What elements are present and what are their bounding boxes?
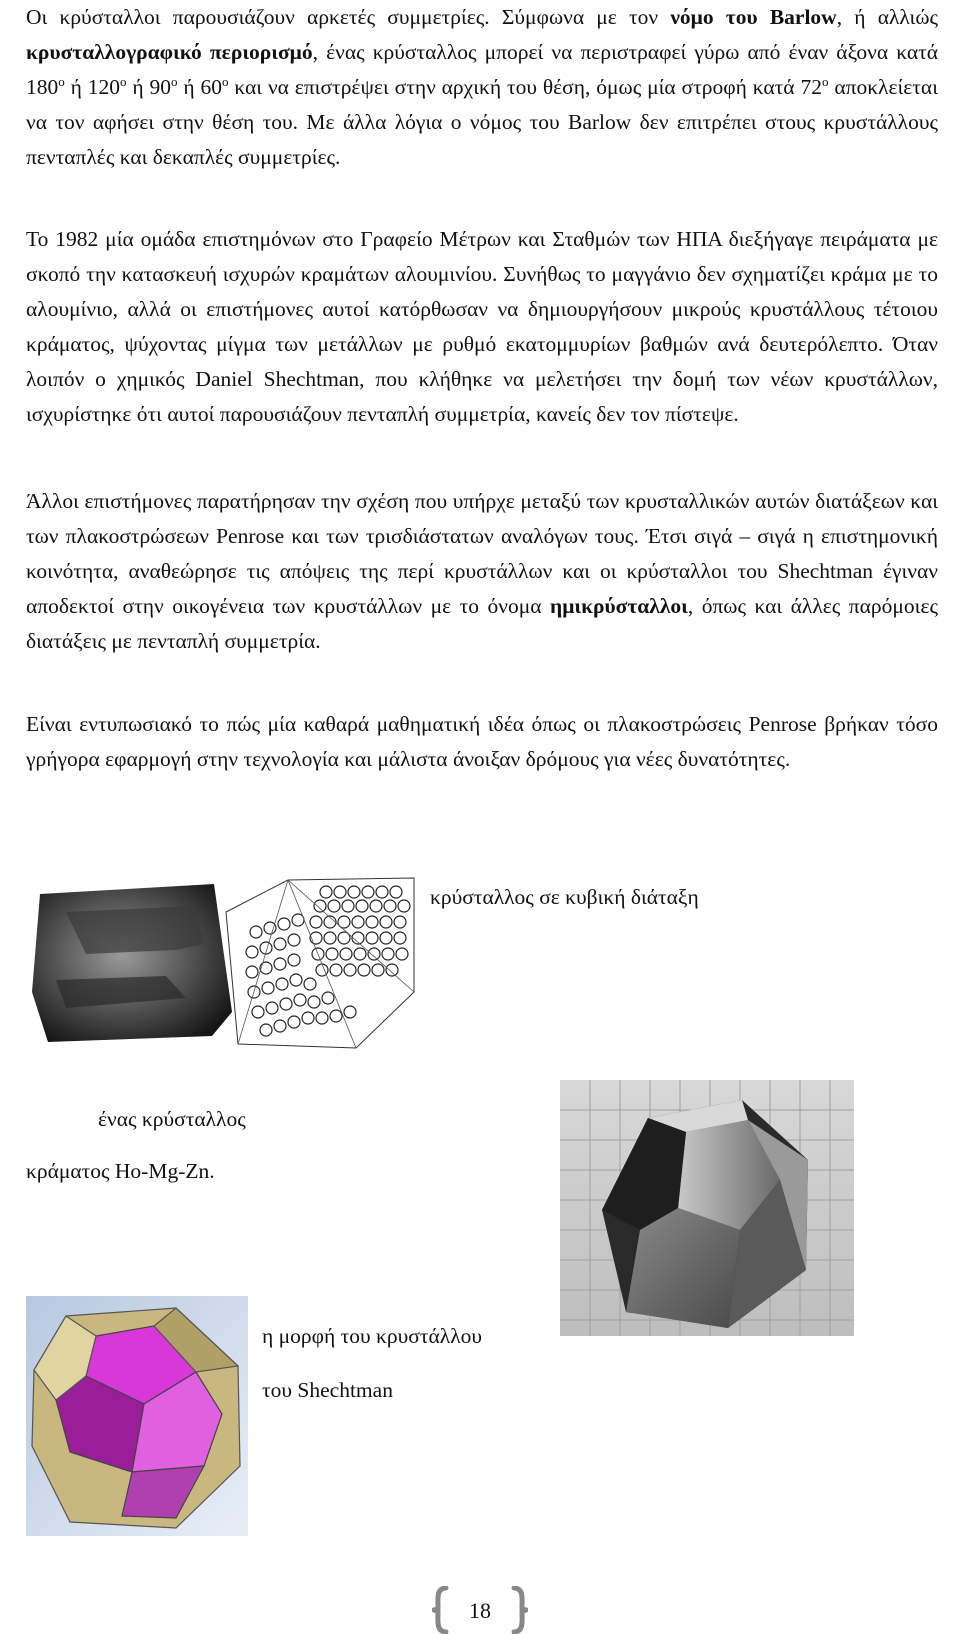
text-run: αποκλείεται να τον αφήσει στην θέση του. Με άλλα λόγια ο νόμος του Barlow δεν επιτρέπει στους κρυστάλλους πενταπλές και δεκαπλές συμμετρίες. bbox=[26, 75, 938, 169]
degree-sup: ο bbox=[222, 73, 229, 89]
bold-term-barlow-law: νόμο του Barlow bbox=[670, 5, 837, 29]
text-run: Οι κρύσταλλοι παρουσιάζουν αρκετές συμμετρίες. Σύμφωνα με τον bbox=[26, 5, 671, 29]
text-run: Άλλοι επιστήμονες παρατήρησαν την σχέση που υπήρχε μεταξύ των κρυσταλλικών αυτών διατάξεων και των πλακοστρώσεων Penrose και των τρισδιάστατων αναλόγων τους. Έτσι σιγά – σιγά η επιστημονική κοινότητα, αναθεώρησε τις απόψεις της περί κρυστάλλων και οι κρύσταλλοι του Shechtman έγιναν αποδεκτοί στην οικογένεια των κρυστάλλων με το όνομα bbox=[26, 489, 938, 618]
ho-mg-zn-crystal-photo bbox=[560, 1080, 854, 1336]
text-run: ή 60 bbox=[177, 75, 222, 99]
degree-sup: ο bbox=[171, 73, 178, 89]
text-run: ή 90 bbox=[126, 75, 171, 99]
text-run: και να επιστρέψει στην αρχική του θέση, όμως μία στροφή κατά 72 bbox=[228, 75, 822, 99]
paragraph-penrose-impact: Είναι εντυπωσιακό το πώς μία καθαρά μαθηματική ιδέα όπως οι πλακοστρώσεις Penrose βρήκαν τόσο γρήγορα εφαρμογή στην τεχνολογία και μάλιστα άνοιξαν δρόμους για νέες δυνατότητες. bbox=[26, 712, 938, 771]
bold-term-crystallographic-restriction: κρυσταλλογραφικό περιορισμό bbox=[26, 40, 313, 64]
caption-cubic-crystal: κρύσταλλος σε κυβική διάταξη bbox=[430, 885, 699, 909]
page-number bbox=[432, 1586, 528, 1634]
caption-alloy-line2: κράματος Ho-Mg-Zn. bbox=[26, 1159, 215, 1183]
paragraph-barlow-law bbox=[26, 0, 938, 175]
degree-sup: ο bbox=[821, 73, 829, 89]
paragraph-1982-experiment: Το 1982 μία ομάδα επιστημόνων στο Γραφείο Μέτρων και Σταθμών των ΗΠΑ διεξήγαγε πειράματα με σκοπό την κατασκευή ισχυρών κραμάτων αλουμινίου. Συνήθως το μαγγάνιο δεν σχηματίζει κράμα με το αλουμίνιο, αλλά οι επιστήμονες αυτοί κατόρθωσαν να δημιουργήσουν μικρούς κρυστάλλους τέτοιου κράματος, ψύχοντας μίγμα των μετάλλων με ρυθμό εκατομμυρίων βαθμών ανά δευτερόλεπτο. Όταν λοιπόν ο χημικός Daniel Shechtman, που κλήθηκε να μελετήσει την δομή των νέων κρυστάλλων, ισχυρίστηκε ότι αυτοί παρουσιάζουν πενταπλή συμμετρία, κανείς δεν τον πίστεψε. bbox=[26, 227, 938, 426]
caption-shechtman-line2: του Shechtman bbox=[262, 1378, 393, 1402]
text-run: , ή αλλιώς bbox=[836, 5, 938, 29]
page-number-text: 18 bbox=[469, 1598, 491, 1623]
degree-sup: ο bbox=[120, 73, 127, 89]
cubic-crystal-image bbox=[26, 872, 426, 1050]
text-run: , ένας κρύσταλλος μπορεί να περιστραφεί γύρω από έναν άξονα κατά 180 bbox=[26, 40, 939, 99]
bold-term-quasicrystals: ημικρύσταλλοι bbox=[550, 594, 688, 618]
text-run: , όπως και άλλες παρόμοιες διατάξεις με πενταπλή συμμετρία. bbox=[26, 594, 938, 653]
shechtman-crystal-model bbox=[26, 1296, 248, 1536]
text-run: ή 120 bbox=[64, 75, 120, 99]
caption-shechtman-line1: η μορφή του κρυστάλλου bbox=[262, 1324, 483, 1348]
paragraph-quasicrystals bbox=[26, 484, 938, 659]
degree-sup: ο bbox=[58, 73, 65, 89]
caption-alloy-line1: ένας κρύσταλλος bbox=[98, 1107, 246, 1131]
